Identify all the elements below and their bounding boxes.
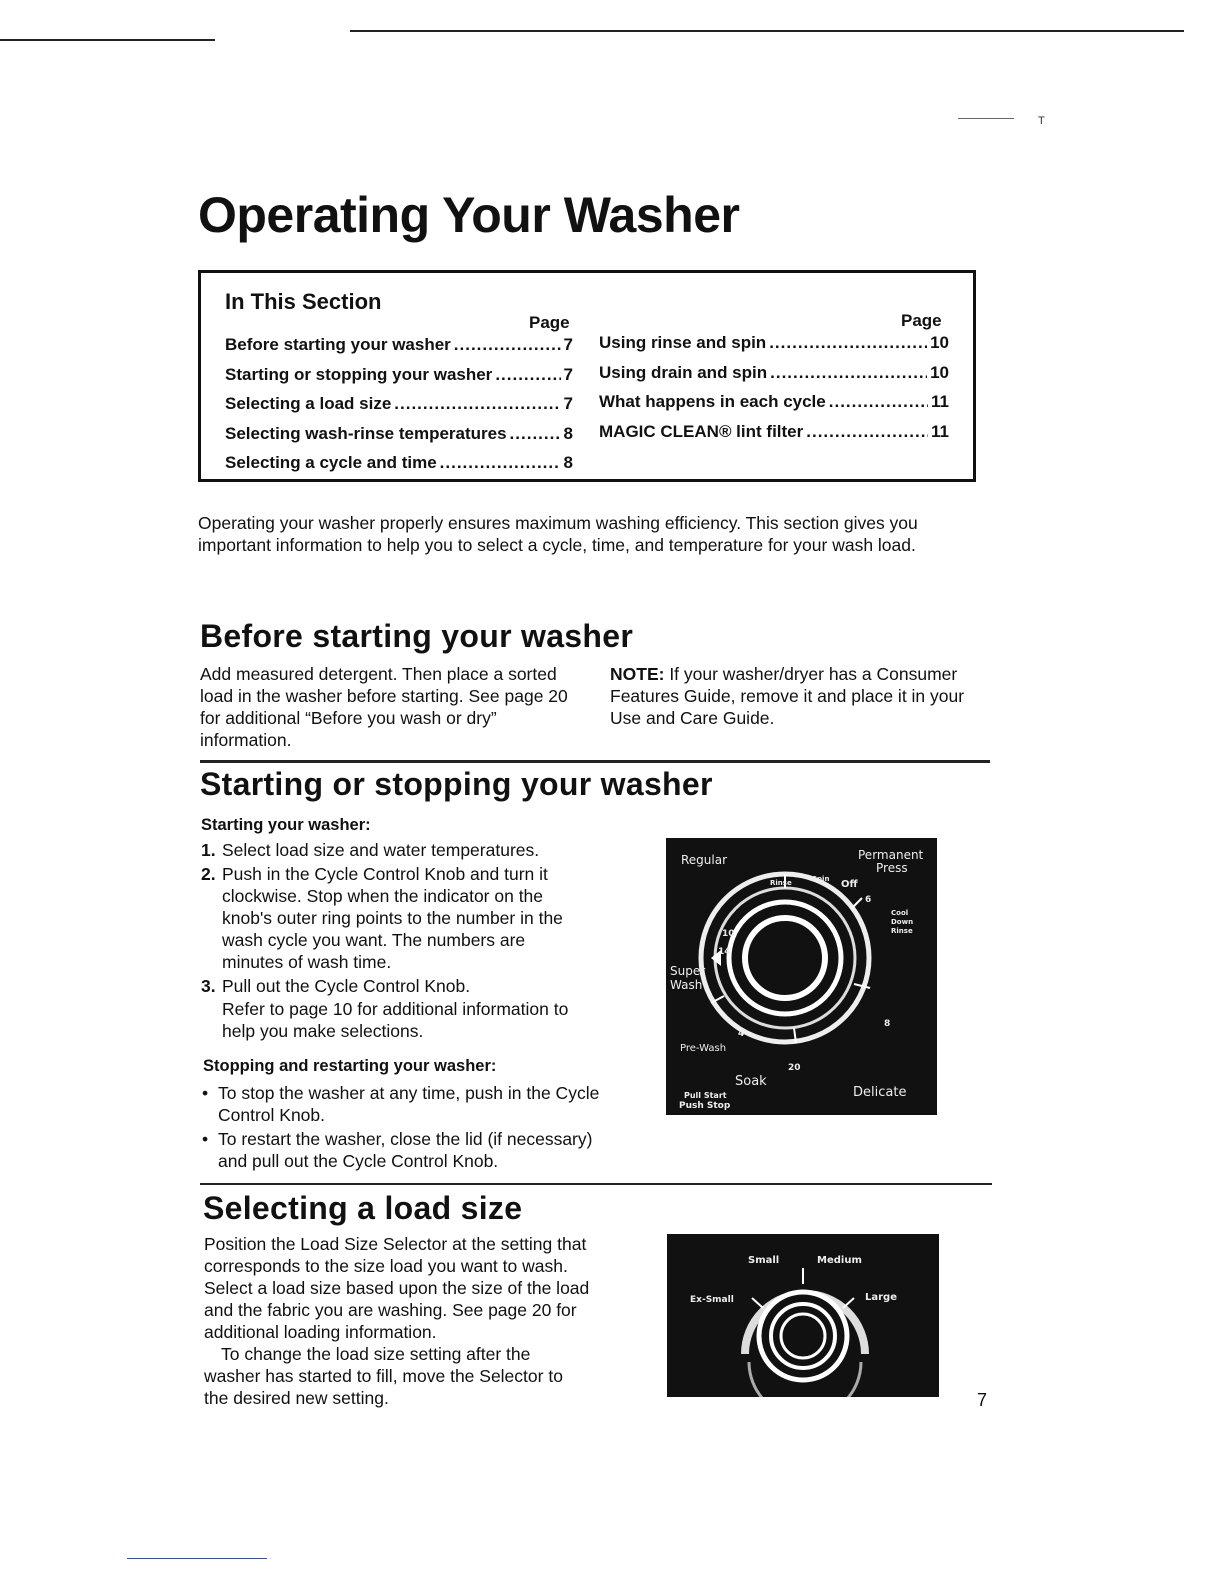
dial-mark-cool-down-1: Cool: [891, 909, 909, 917]
medium-label: Medium: [817, 1255, 862, 1266]
load-size-heading: Selecting a load size: [203, 1190, 523, 1226]
before-starting-text: Add measured detergent. Then place a sorted load in the washer before starting. See page 20 for additional “Before you wash or dry” information.: [200, 664, 568, 750]
starting-stopping-heading: Starting or stopping your washer: [200, 766, 713, 802]
toc-item[interactable]: Selecting a cycle and time ..... 8: [225, 453, 573, 483]
regular-label: Regular: [681, 853, 728, 867]
stopping-label: Stopping and restarting your washer:: [203, 1057, 497, 1075]
step-item: 1. Select load size and water temperatures.: [201, 840, 540, 860]
dial-mark-cool-down-2: Down: [891, 918, 914, 926]
step-item: 2. Push in the Cycle Control Knob and turn it clockwise. Stop when the indicator on the knob's outer ring points to the number in the wash cycle you want. The numbers are minutes of wash time.: [201, 864, 563, 972]
before-starting-heading: Before starting your washer: [200, 618, 634, 654]
toc-item[interactable]: Using rinse and spin ..... 10: [599, 333, 949, 363]
super-wash-label-1: Super: [670, 964, 706, 978]
dial-mark-off: Off: [841, 879, 858, 890]
delicate-label: Delicate: [853, 1085, 907, 1100]
corner-rule: [958, 118, 1014, 119]
pre-wash-label: Pre-Wash: [680, 1043, 727, 1054]
dial-mark-6: 6: [865, 895, 872, 905]
page-column-header-right: Page: [901, 311, 942, 330]
large-label: Large: [865, 1292, 897, 1303]
top-rule-left: [0, 39, 215, 41]
toc-item[interactable]: MAGIC CLEAN® lint filter ..... 11: [599, 422, 949, 452]
page-number: 7: [977, 1390, 988, 1410]
before-starting-note: [610, 663, 988, 729]
toc-item[interactable]: Selecting a load size ..... 7: [225, 394, 573, 424]
small-label: Small: [748, 1255, 780, 1266]
bullet-item: • To stop the washer at any time, push in the Cycle Control Knob.: [200, 1082, 600, 1126]
dial-mark-14: 14: [718, 947, 731, 957]
ex-small-label: Ex-Small: [690, 1295, 734, 1305]
soak-label: Soak: [735, 1074, 767, 1089]
permanent-press-label-2: Press: [876, 861, 908, 875]
dial-mark-rinse: Rinse: [770, 879, 792, 887]
page-column-header-left: Page: [529, 313, 570, 332]
toc-item[interactable]: Before starting your washer ..... 7: [225, 335, 573, 365]
starting-label: Starting your washer:: [201, 816, 371, 834]
note-text: If your washer/dryer has a Consumer Features Guide, remove it and place it in your Use and Care Guide.: [610, 664, 965, 728]
toc-item[interactable]: What happens in each cycle ..... 11: [599, 392, 949, 422]
pull-start-label: Pull Start: [684, 1091, 727, 1100]
toc-right-list: [599, 333, 949, 451]
super-wash-label-2: Wash: [670, 978, 703, 992]
bottom-link-rule: [127, 1558, 267, 1559]
load-size-text-2: To change the load size setting after the washer has started to fill, move the Selector to the desired new setting.: [204, 1344, 563, 1408]
cycle-dial-graphic: [666, 838, 937, 1115]
starting-steps: [201, 839, 585, 1044]
page-title: Operating Your Washer: [198, 187, 740, 243]
dial-mark-4: 4: [738, 1029, 745, 1039]
push-stop-label: Push Stop: [679, 1101, 731, 1111]
intro-paragraph: Operating your washer properly ensures maximum washing efficiency. This section gives you important information to help you to select a cycle, time, and temperature for your wash load.: [198, 513, 918, 555]
section-divider: [200, 760, 990, 763]
load-dial-graphic: [667, 1234, 939, 1397]
toc-item[interactable]: Starting or stopping your washer ..... 7: [225, 365, 573, 395]
stopping-bullets: [200, 1082, 600, 1174]
load-size-selector-image: [667, 1234, 939, 1397]
cycle-control-dial-image: [666, 838, 937, 1115]
bullet-item: • To restart the washer, close the lid (if necessary) and pull out the Cycle Control Knob.: [200, 1128, 600, 1172]
dial-mark-spin: Spin: [812, 875, 830, 883]
step-item: 3. Pull out the Cycle Control Knob. Refer to page 10 for additional information to help you make selections.: [201, 975, 585, 1042]
step-note: Refer to page 10 for additional information to help you make selections.: [222, 999, 569, 1041]
dial-mark-8: 8: [884, 1019, 891, 1029]
dial-mark-20: 20: [788, 1063, 801, 1073]
corner-mark: T: [1038, 115, 1045, 127]
dial-mark-cool-down-3: Rinse: [891, 927, 913, 935]
top-rule-right: [350, 30, 1184, 32]
section-divider: [200, 1183, 992, 1185]
toc-item[interactable]: Selecting wash-rinse temperatures ..... 8: [225, 424, 573, 454]
load-size-text: Position the Load Size Selector at the setting that corresponds to the size load you want to wash. Select a load size based upon the size of the load and the fabric you are washing. See page 20 for additional loading information.: [204, 1234, 590, 1342]
note-label: NOTE:: [610, 664, 665, 684]
in-this-section-heading: In This Section: [225, 289, 382, 314]
in-this-section-box: [198, 270, 976, 482]
toc-item[interactable]: Using drain and spin ..... 10: [599, 363, 949, 393]
dial-mark-10: 10: [722, 929, 735, 939]
permanent-press-label-1: Permanent: [858, 848, 924, 862]
toc-left-list: [225, 335, 573, 483]
